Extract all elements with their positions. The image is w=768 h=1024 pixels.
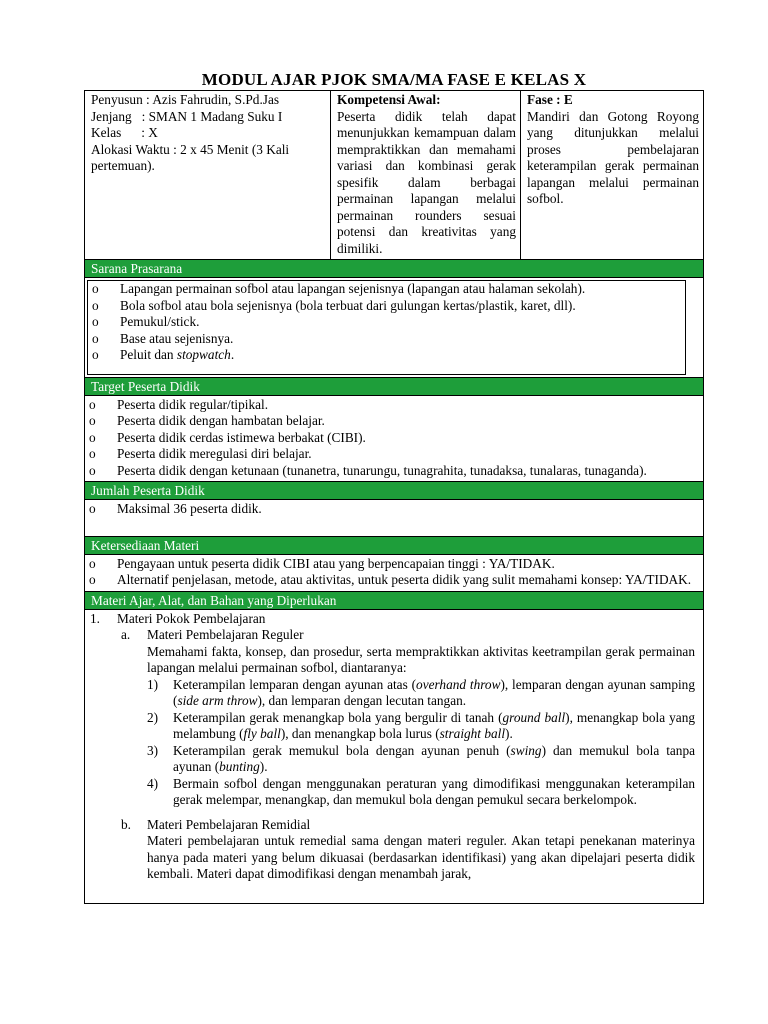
bullet-icon: o (92, 347, 99, 362)
alokasi-text: Alokasi Waktu : 2 x 45 Menit (3 Kali pertemuan). (91, 141, 290, 173)
page-title: MODUL AJAR PJOK SMA/MA FASE E KELAS X (201, 70, 587, 89)
list-item: o Peserta didik dengan ketunaan (tunanetra, tunarungu, tunagrahita, tunadaksa, tunalaras, tunaganda). (89, 462, 647, 478)
fase-cell (521, 91, 703, 259)
list-item: o Bola sofbol atau bola sejenisnya (bola terbuat dari gulungan kertas/plastik, karet, dll). (92, 297, 576, 313)
kompetensi-text: Peserta didik telah dapat menunjukkan kemampuan dalam mempraktikkan dan memahami variasi dan kombinasi gerak spesifik dalam berbagai permainan lapangan melalui permainan rounders sesuai potensi dan kreativitas yang dimiliki. (337, 108, 516, 256)
identity-row (85, 91, 703, 260)
ketersediaan-section (85, 555, 703, 592)
materi-pokok: 1. Materi Pokok Pembelajaran (90, 610, 266, 626)
jumlah-heading: Jumlah Peserta Didik (85, 482, 703, 500)
document-page (84, 0, 704, 904)
list-item: o Peserta didik cerdas istimewa berbakat (CIBI). (89, 429, 366, 445)
bullet-icon: o (89, 501, 96, 516)
kelas-text: Kelas : X (91, 125, 158, 140)
materi-reguler-intro: Memahami fakta, konsep, dan prosedur, serta mempraktikkan aktivitas keetrampilan gerak permainan lapangan melalui permainan sofbol, diantaranya: (147, 643, 695, 675)
materi-remidial-text: Materi pembelajaran untuk remedial sama dengan materi reguler. Akan tetapi penekanan materinya hanya pada materi yang belum dikuasai (berdasarkan identifikasi) yang akan dipelajari peserta didik kembali. Materi dapat dimodifikasi dengan menambah jarak, (147, 833, 695, 881)
sarana-box (87, 280, 686, 375)
bullet-icon: o (89, 429, 96, 445)
identity-cell (85, 91, 331, 259)
fase-text: Mandiri dan Gotong Royong yang ditunjukkan melalui proses pembelajaran keterampilan gerak permainan lapangan melalui permainan sofbol. (527, 108, 699, 206)
target-section (85, 396, 703, 483)
ketersediaan-heading: Ketersediaan Materi (85, 537, 703, 555)
materi-item-4: 4) Bermain sofbol dengan menggunakan peraturan yang dimodifikasi menggunakan keterampilan gerak melempar, menangkap, dan memukul bola dengan pemukul secara berkelompok. (147, 775, 695, 807)
list-item: o Pemukul/stick. (92, 314, 200, 329)
list-item: o Lapangan permainan sofbol atau lapangan sejenisnya (lapangan atau halaman sekolah). (92, 281, 586, 296)
fase-heading: Fase : E (527, 92, 573, 107)
materi-reguler-title: a. Materi Pembelajaran Reguler (121, 627, 304, 642)
ketersediaan-list (85, 556, 703, 589)
list-item: o Peserta didik regular/tipikal. (89, 396, 269, 412)
materi-item-2: 2) Keterampilan gerak menangkap bola yang bergulir di tanah (ground ball), menangkap bola yang melambung (fly ball), dan menangkap bola lurus (straight ball). (147, 709, 696, 741)
list-item: o Peserta didik meregulasi diri belajar. (89, 446, 312, 461)
sarana-section (85, 280, 703, 378)
bullet-icon: o (89, 462, 96, 478)
list-item: o Base atau sejenisnya. (92, 330, 234, 346)
target-list (85, 397, 703, 480)
bullet-icon: o (89, 572, 96, 587)
bullet-icon: o (92, 330, 99, 346)
materi-item-3: 3) Keterampilan gerak memukul bola dengan ayunan penuh (swing) dan memukul bola tanpa ayunan (bunting). (147, 742, 696, 774)
bullet-icon: o (89, 413, 96, 428)
bullet-icon: o (89, 555, 96, 571)
jumlah-list (85, 501, 703, 518)
bullet-icon: o (92, 281, 99, 296)
bullet-icon: o (89, 396, 96, 412)
bullet-icon: o (89, 446, 96, 461)
penyusun-text: Penyusun : Azis Fahrudin, S.Pd.Jas (91, 92, 280, 107)
target-heading: Target Peserta Didik (85, 378, 703, 396)
bullet-icon: o (92, 297, 99, 313)
materi-item-1: 1) Keterampilan lemparan dengan ayunan atas (overhand throw), lemparan dengan ayunan samping (side arm throw), dan lemparan dengan lecutan tangan. (147, 676, 695, 708)
materi-section (85, 610, 703, 903)
materi-remidial-title: b. Materi Pembelajaran Remidial (121, 816, 311, 832)
kompetensi-heading: Kompetensi Awal: (337, 92, 441, 107)
list-item: o Peluit dan stopwatch. (92, 347, 235, 362)
jumlah-section (85, 500, 703, 537)
module-table (84, 90, 704, 904)
materi-heading: Materi Ajar, Alat, dan Bahan yang Diperlukan (85, 592, 703, 610)
sarana-list (88, 281, 685, 364)
sarana-heading: Sarana Prasarana (85, 260, 703, 278)
list-item: o Peserta didik dengan hambatan belajar. (89, 413, 325, 428)
list-item: o Maksimal 36 peserta didik. (89, 501, 262, 516)
bullet-icon: o (92, 314, 99, 329)
list-item: o Alternatif penjelasan, metode, atau aktivitas, untuk peserta didik yang sulit memahami konsep: YA/TIDAK. (89, 572, 692, 587)
jenjang-text: Jenjang : SMAN 1 Madang Suku I (91, 108, 283, 124)
kompetensi-cell (331, 91, 521, 259)
list-item: o Pengayaan untuk peserta didik CIBI atau yang berpencapaian tinggi : YA/TIDAK. (89, 555, 555, 571)
